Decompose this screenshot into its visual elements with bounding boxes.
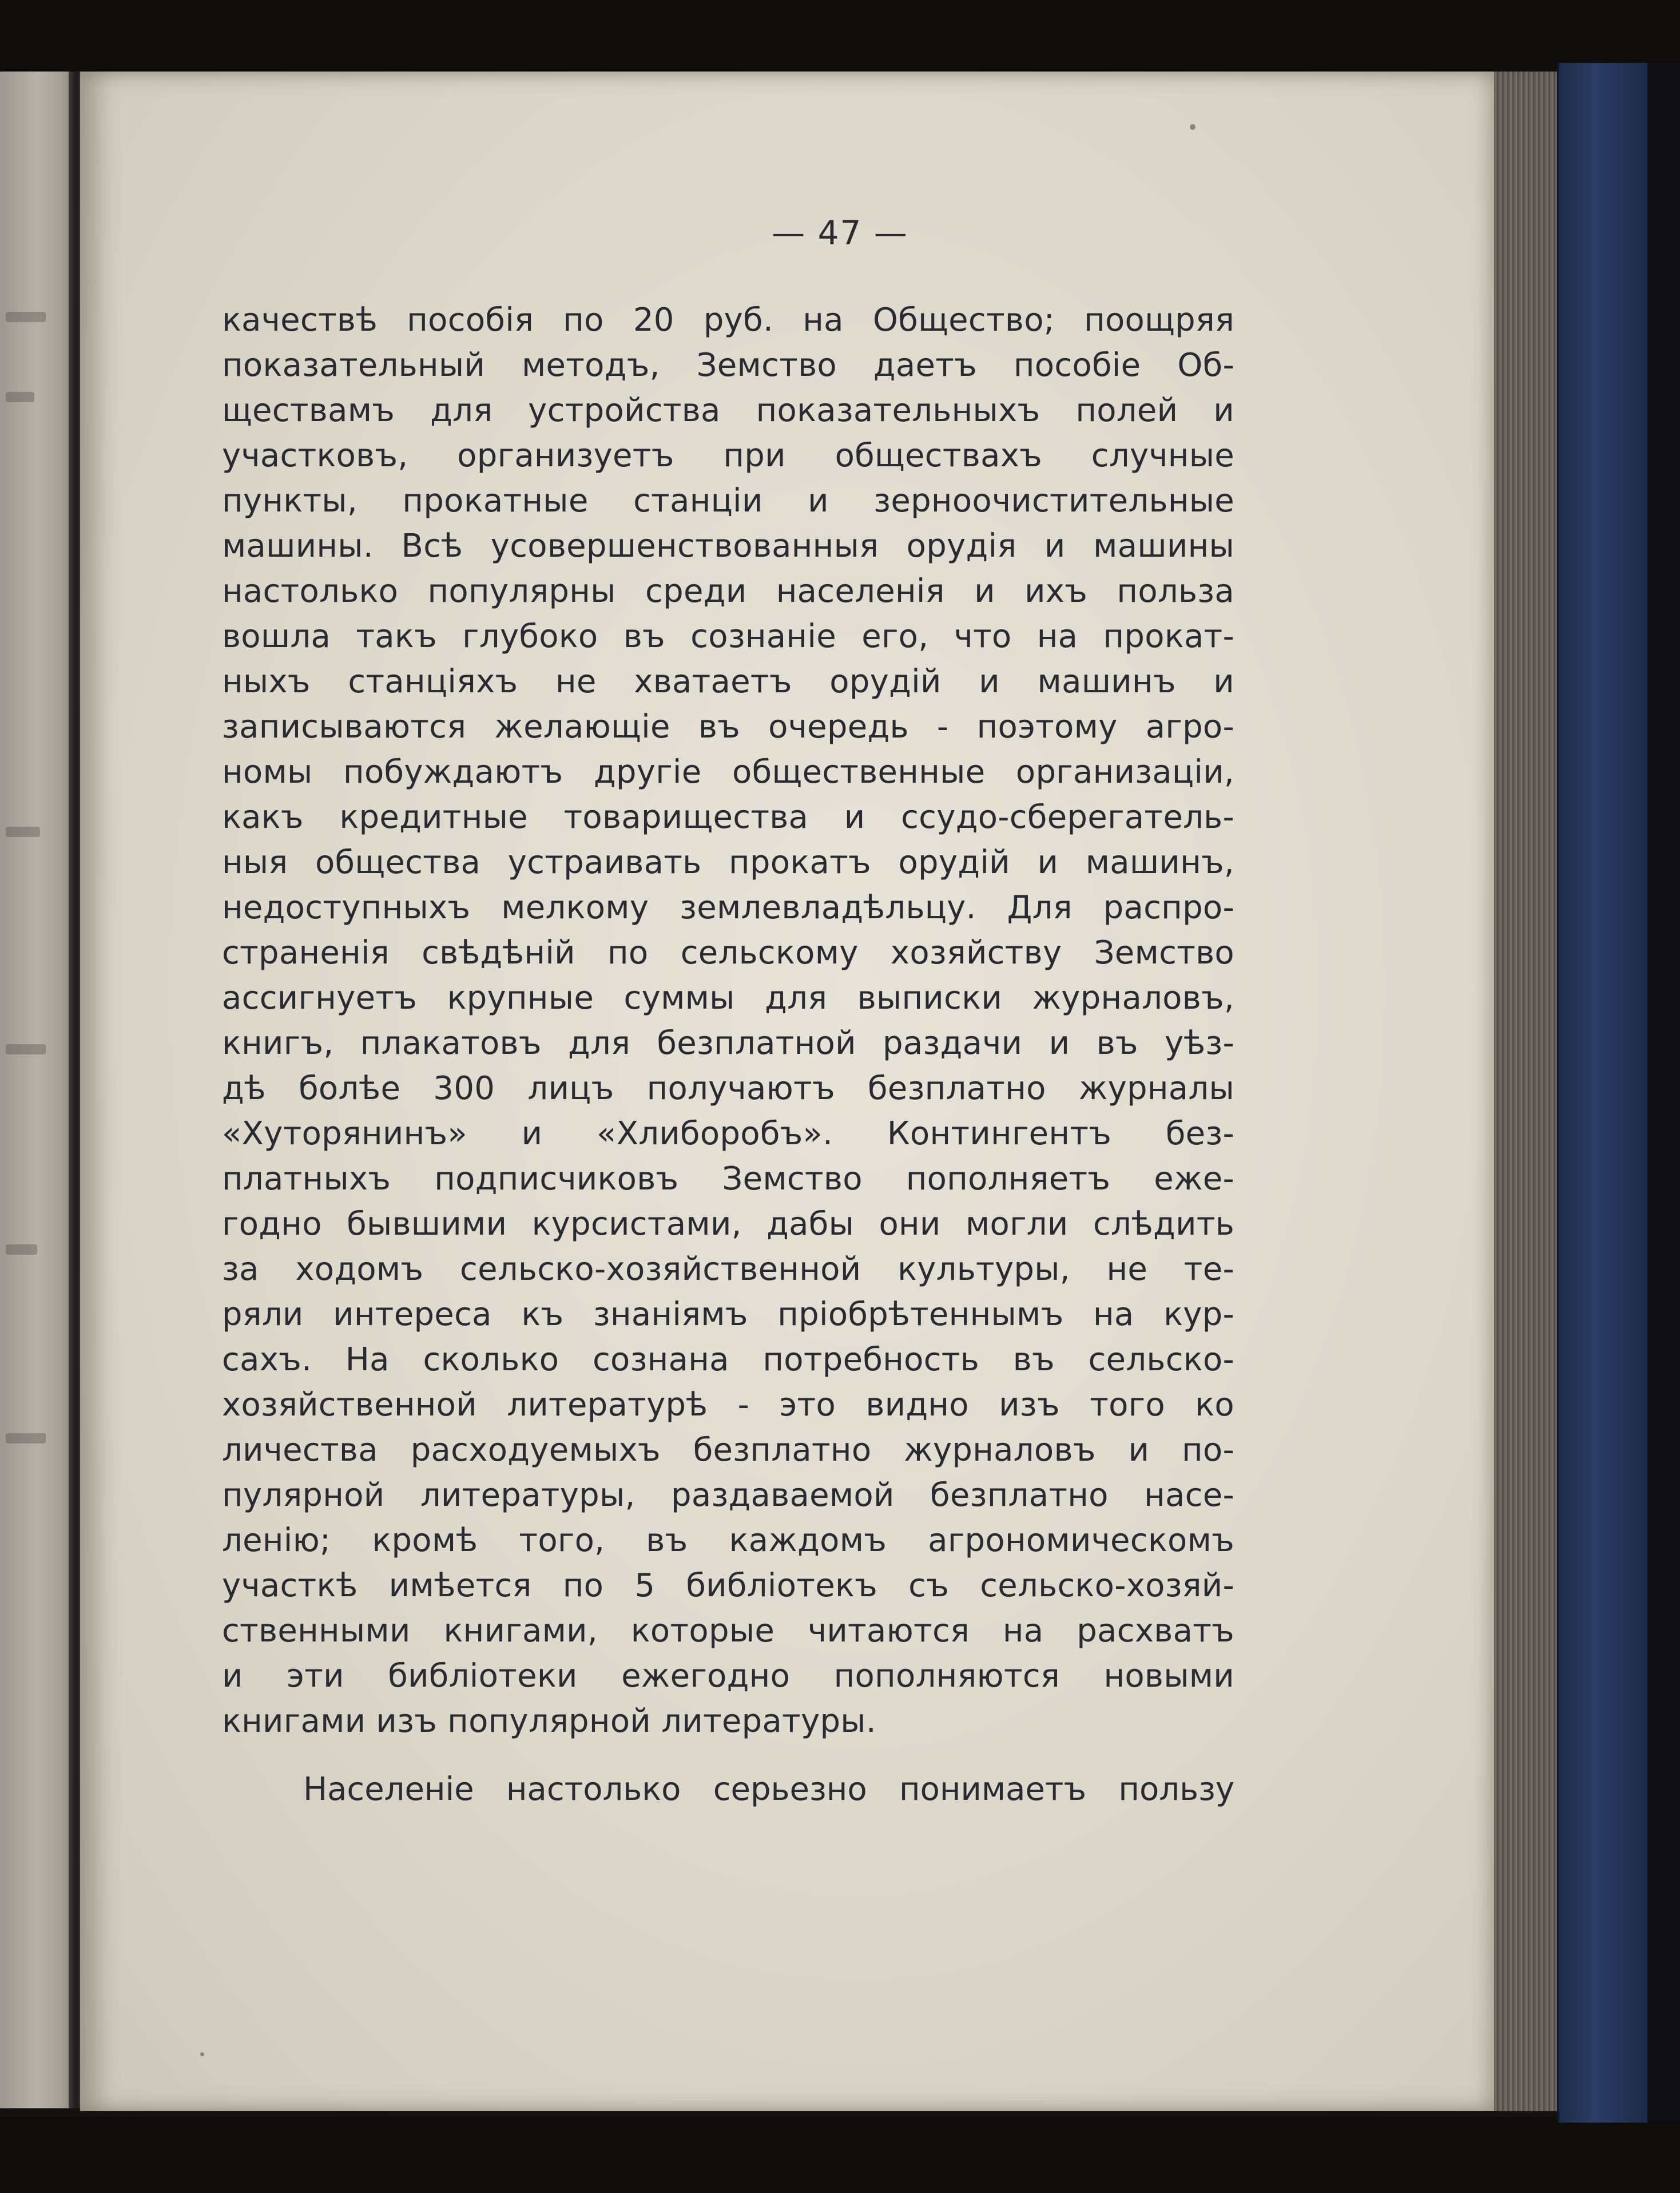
text-line: ществамъ для устройства показательныхъ полей и <box>222 392 1234 429</box>
text-line: записываются желающіе въ очередь - поэтому агро- <box>222 708 1234 745</box>
text-line: машины. Всѣ усовершенствованныя орудія и машины <box>222 528 1234 565</box>
text-line: качествѣ пособія по 20 руб. на Общество; поощряя <box>222 302 1234 339</box>
text-line: годно бывшими курсистами, дабы они могли слѣдить <box>222 1205 1234 1243</box>
text-line: ряли интереса къ знаніямъ пріобрѣтеннымъ на кур- <box>222 1296 1234 1333</box>
text-line: страненія свѣдѣній по сельскому хозяйству Земство <box>222 934 1234 971</box>
text-line: книгами изъ популярной литературы. <box>222 1703 876 1740</box>
text-line: ныя общества устраивать прокатъ орудій и машинъ, <box>222 844 1234 881</box>
text-line: недоступныхъ мелкому землевладѣльцу. Для распро- <box>222 889 1234 926</box>
text-line: ленію; кромѣ того, въ каждомъ агрономическомъ <box>222 1522 1234 1559</box>
text-line: участкѣ имѣется по 5 библіотекъ съ сельско-хозяй- <box>222 1567 1234 1604</box>
text-line: ственными книгами, которые читаются на расхватъ <box>222 1612 1234 1649</box>
text-line: участковъ, организуетъ при обществахъ случные <box>222 437 1234 474</box>
text-line: платныхъ подписчиковъ Земство пополняетъ еже- <box>222 1160 1234 1197</box>
text-line: пункты, прокатные станціи и зерноочистительные <box>222 482 1234 520</box>
page-number: — 47 — <box>772 213 908 252</box>
text-line: ассигнуетъ крупные суммы для выписки журналовъ, <box>222 979 1234 1017</box>
background-bottom <box>0 2117 1680 2193</box>
text-line: вошла такъ глубоко въ сознаніе его, что на прокат- <box>222 618 1234 655</box>
text-line: настолько популярны среди населенія и ихъ польза <box>222 573 1234 610</box>
book-cover <box>1557 63 1651 2123</box>
text-line: сахъ. На сколько сознана потребность въ сельско- <box>222 1341 1234 1378</box>
text-line: показательный методъ, Земство даетъ пособіе Об- <box>222 347 1234 384</box>
background-top <box>0 0 1680 72</box>
page-edges <box>1494 72 1557 2111</box>
text-line: дѣ болѣе 300 лицъ получаютъ безплатно журналы <box>222 1070 1234 1107</box>
text-line: книгъ, плакатовъ для безплатной раздачи и въ уѣз- <box>222 1025 1234 1062</box>
text-line: номы побуждаютъ другіе общественные организаціи, <box>222 754 1234 791</box>
paragraph-2-first-line: Населеніе настолько серьезно понимаетъ пользу <box>303 1771 1234 1808</box>
text-line: хозяйственной литературѣ - это видно изъ того ко <box>222 1386 1234 1423</box>
text-line: пулярной литературы, раздаваемой безплатно насе- <box>222 1477 1234 1514</box>
text-line: ныхъ станціяхъ не хватаетъ орудій и машинъ и <box>222 663 1234 700</box>
text-line: какъ кредитные товарищества и ссудо-сберегатель- <box>222 799 1234 836</box>
text-line: «Хуторянинъ» и «Хлиборобъ». Контингентъ без- <box>222 1115 1234 1152</box>
text-line: за ходомъ сельско-хозяйственной культуры, не те- <box>222 1251 1234 1288</box>
text-line: и эти библіотеки ежегодно пополняются новыми <box>222 1657 1234 1695</box>
cover-shadow <box>1647 63 1680 2123</box>
text-line: личества расходуемыхъ безплатно журналовъ и по- <box>222 1431 1234 1469</box>
paragraph-1 <box>222 298 1234 1744</box>
